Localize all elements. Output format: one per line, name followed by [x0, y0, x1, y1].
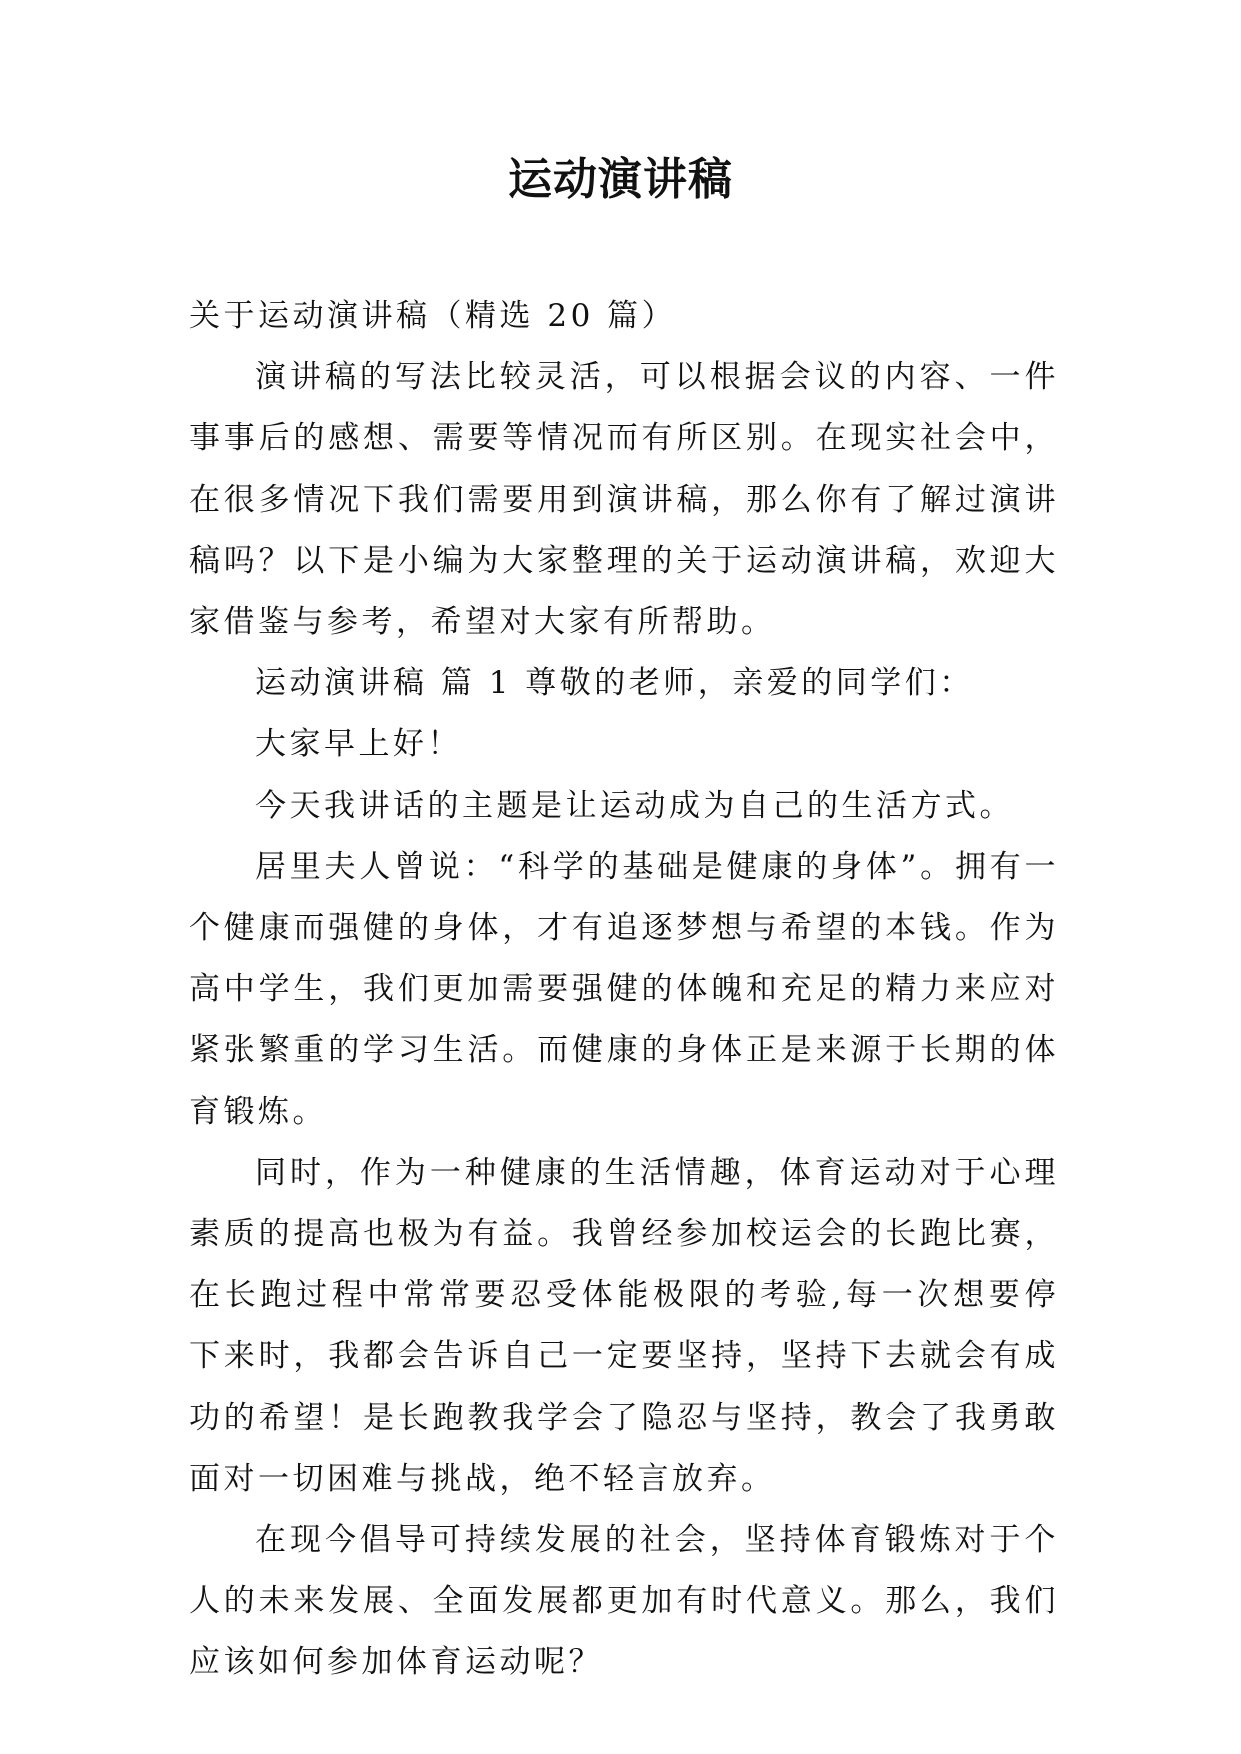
paragraph-greeting: 大家早上好！	[255, 726, 462, 763]
document-title: 运动演讲稿	[508, 154, 733, 205]
paragraph-topic: 今天我讲话的主题是让运动成为自己的生活方式。	[255, 787, 1014, 824]
paragraph-health: 居里夫人曾说：“科学的基础是健康的身体”。拥有一个健康而强健的身体，才有追逐梦想与希望的本钱。作为高中学生，我们更加需要强健的体魄和充足的精力来应对紧张繁重的学习生活。而健康的身体正是来源于长期的体育锻炼。	[189, 848, 1059, 1130]
document-body	[189, 286, 1059, 1694]
document-subtitle: 关于运动演讲稿（精选 20 篇）	[189, 298, 677, 334]
paragraph-psychology: 同时，作为一种健康的生活情趣，体育运动对于心理素质的提高也极为有益。我曾经参加校运会的长跑比赛，在长跑过程中常常要忍受体能极限的考验,每一次想要停下来时，我都会告诉自己一定要坚持，坚持下去就会有成功的希望！是长跑教我学会了隐忍与坚持，教会了我勇敢面对一切困难与挑战，绝不轻言放弃。	[189, 1154, 1059, 1497]
paragraph-speech-heading: 运动演讲稿 篇 1 尊敬的老师，亲爱的同学们：	[255, 665, 974, 702]
paragraph-intro: 演讲稿的写法比较灵活，可以根据会议的内容、一件事事后的感想、需要等情况而有所区别。在现实社会中，在很多情况下我们需要用到演讲稿，那么你有了解过演讲稿吗？以下是小编为大家整理的关于运动演讲稿，欢迎大家借鉴与参考，希望对大家有所帮助。	[189, 359, 1059, 641]
paragraph-development: 在现今倡导可持续发展的社会，坚持体育锻炼对于个人的未来发展、全面发展都更加有时代意义。那么，我们应该如何参加体育运动呢？	[189, 1522, 1059, 1681]
